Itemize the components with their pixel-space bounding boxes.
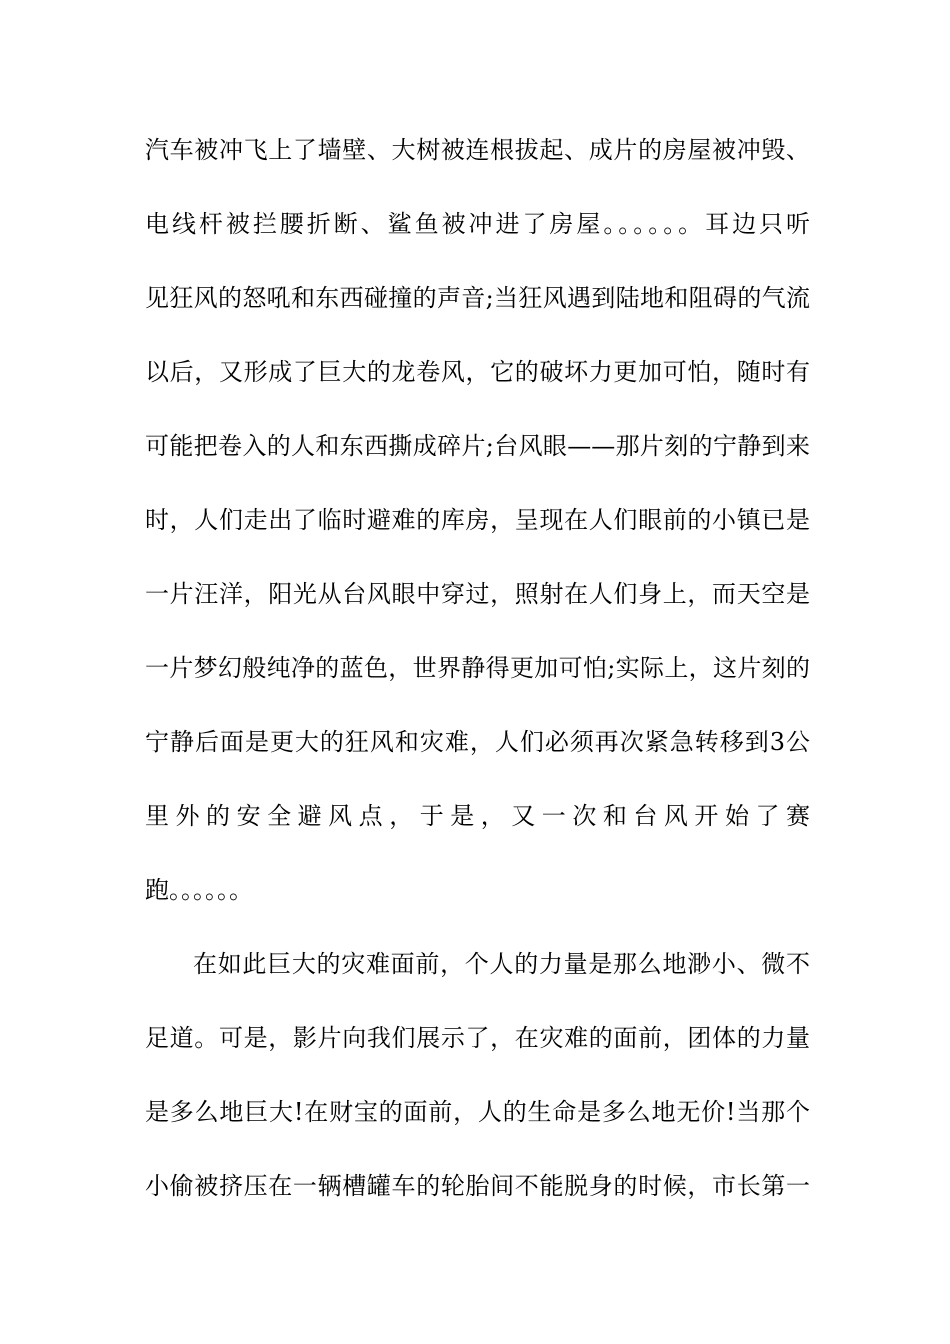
text-line: 跑。。。。。。 [145,876,253,904]
text-line: 电线杆被拦腰折断、鲨鱼被冲进了房屋。。。。。。耳边只听 [145,210,810,238]
text-line: 见狂风的怒吼和东西碰撞的声音;当狂风遇到陆地和阻碍的气流 [145,284,810,312]
text-line: 是多么地巨大!在财宝的面前，人的生命是多么地无价!当那个 [145,1098,810,1126]
text-line: 可能把卷入的人和东西撕成碎片;台风眼——那片刻的宁静到来 [145,432,810,460]
text-line: 小偷被挤压在一辆槽罐车的轮胎间不能脱身的时候，市长第一 [145,1172,810,1200]
text-line: 以后，又形成了巨大的龙卷风，它的破坏力更加可怕，随时有 [145,358,810,386]
text-line: 一片梦幻般纯净的蓝色，世界静得更加可怕;实际上，这片刻的 [145,654,810,682]
text-line: 一片汪洋，阳光从台风眼中穿过，照射在人们身上，而天空是 [145,580,810,608]
text-line: 里外的安全避风点，于是，又一次和台风开始了赛 [145,802,810,830]
paragraph-first-line: 在如此巨大的灾难面前，个人的力量是那么地渺小、微不 [193,950,810,978]
text-line: 时，人们走出了临时避难的库房，呈现在人们眼前的小镇已是 [145,506,810,534]
text-line: 宁静后面是更大的狂风和灾难，人们必须再次紧急转移到3公 [145,728,810,756]
text-line: 足道。可是，影片向我们展示了，在灾难的面前，团体的力量 [145,1024,810,1052]
text-line: 汽车被冲飞上了墙壁、大树被连根拔起、成片的房屋被冲毁、 [145,136,810,164]
